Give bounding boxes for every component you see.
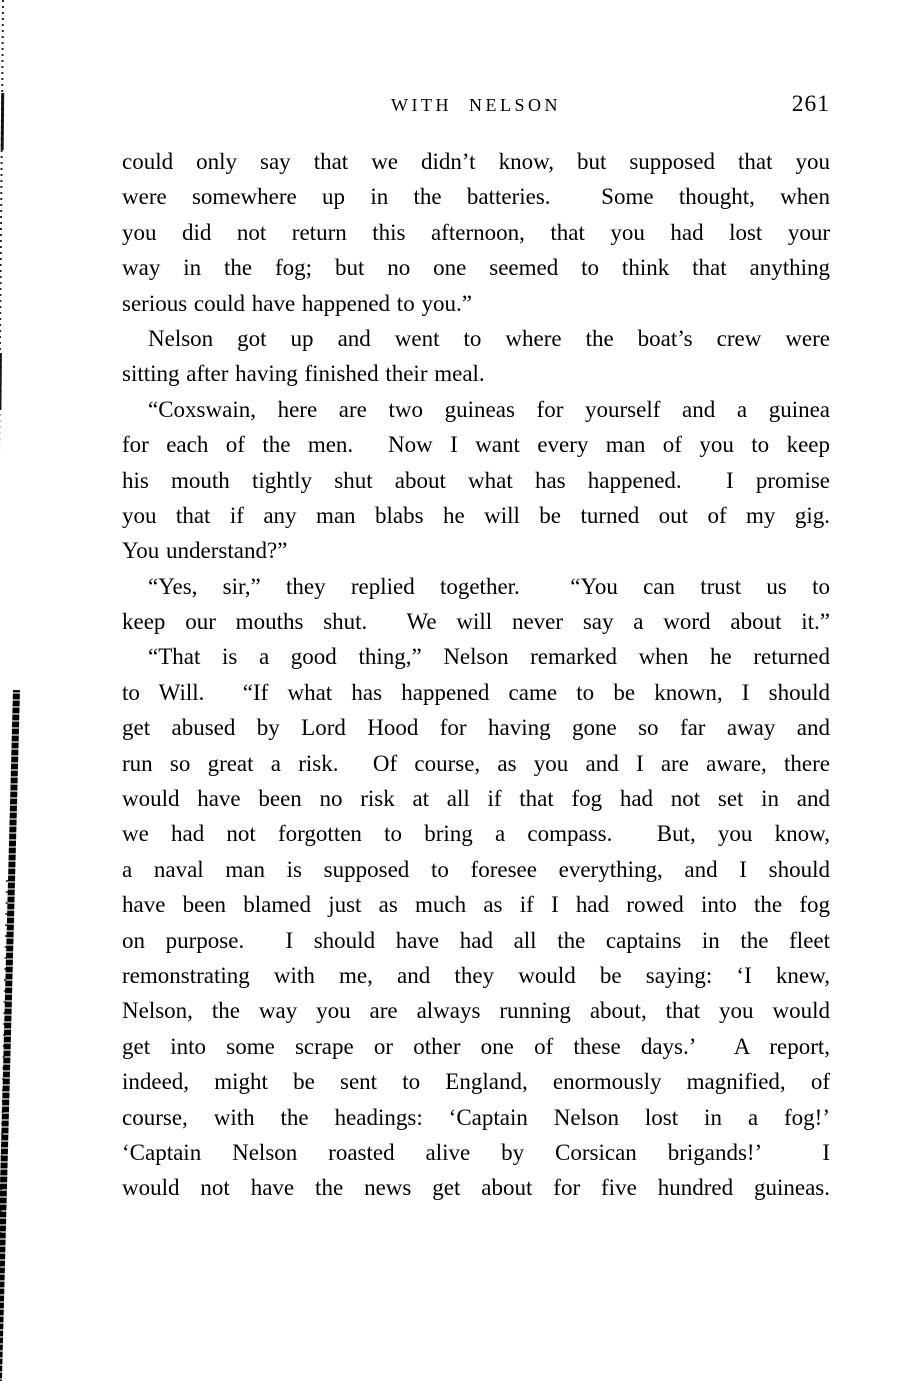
- body-text: [122, 144, 830, 1206]
- text-line: a naval man is supposed to foresee everything, and I should: [122, 856, 830, 882]
- text-line: for each of the men. Now I want every man of you to keep: [122, 432, 830, 458]
- text-line: you that if any man blabs he will be turned out of my gig.: [122, 502, 830, 528]
- text-line: ‘Captain Nelson roasted alive by Corsican brigands!’ I: [122, 1139, 830, 1165]
- text-line: “Yes, sir,” they replied together. “You can trust us to: [148, 573, 830, 599]
- text-line: to Will. “If what has happened came to be known, I should: [122, 679, 830, 705]
- text-line: Nelson, the way you are always running about, that you would: [122, 998, 830, 1024]
- text-line: “That is a good thing,” Nelson remarked when he returned: [148, 644, 830, 670]
- text-line: would have been no risk at all if that fog had not set in and: [122, 786, 830, 812]
- text-line: get into some scrape or other one of these days.’ A report,: [122, 1033, 830, 1059]
- text-line: indeed, might be sent to England, enormously magnified, of: [122, 1069, 830, 1095]
- page-title: WITH NELSON: [391, 95, 561, 115]
- page-number: 261: [791, 91, 830, 117]
- running-header: [122, 92, 830, 120]
- text-line: we had not forgotten to bring a compass. But, you know,: [122, 821, 830, 847]
- text-line: way in the fog; but no one seemed to think that anything: [122, 255, 830, 281]
- text-line: keep our mouths shut. We will never say a word about it.”: [122, 609, 830, 635]
- text-line: get abused by Lord Hood for having gone so far away and: [122, 715, 830, 741]
- text-line: serious could have happened to you.”: [122, 290, 472, 316]
- text-line: course, with the headings: ‘Captain Nelson lost in a fog!’: [122, 1104, 830, 1130]
- text-line: you did not return this afternoon, that you had lost your: [122, 219, 830, 245]
- text-line: his mouth tightly shut about what has happened. I promise: [122, 467, 830, 493]
- text-line: would not have the news get about for five hundred guineas.: [122, 1175, 830, 1201]
- scan-gutter-artifact-bottom: [0, 690, 20, 1381]
- text-line: remonstrating with me, and they would be saying: ‘I knew,: [122, 962, 830, 988]
- text-line: sitting after having finished their meal.: [122, 361, 485, 387]
- text-line: Nelson got up and went to where the boat’s crew were: [148, 325, 830, 351]
- text-line: “Coxswain, here are two guineas for yourself and a guinea: [148, 396, 830, 422]
- text-line: have been blamed just as much as if I had rowed into the fog: [122, 892, 830, 918]
- text-line: You understand?”: [122, 538, 288, 564]
- scan-gutter-artifact-top: [0, 0, 5, 740]
- scan-gutter-artifact-dots: [0, 880, 8, 1370]
- text-line: could only say that we didn’t know, but supposed that you: [122, 149, 830, 174]
- text-line: on purpose. I should have had all the captains in the fleet: [122, 927, 830, 953]
- text-line: were somewhere up in the batteries. Some thought, when: [122, 184, 830, 210]
- text-line: run so great a risk. Of course, as you and I are aware, there: [122, 750, 830, 776]
